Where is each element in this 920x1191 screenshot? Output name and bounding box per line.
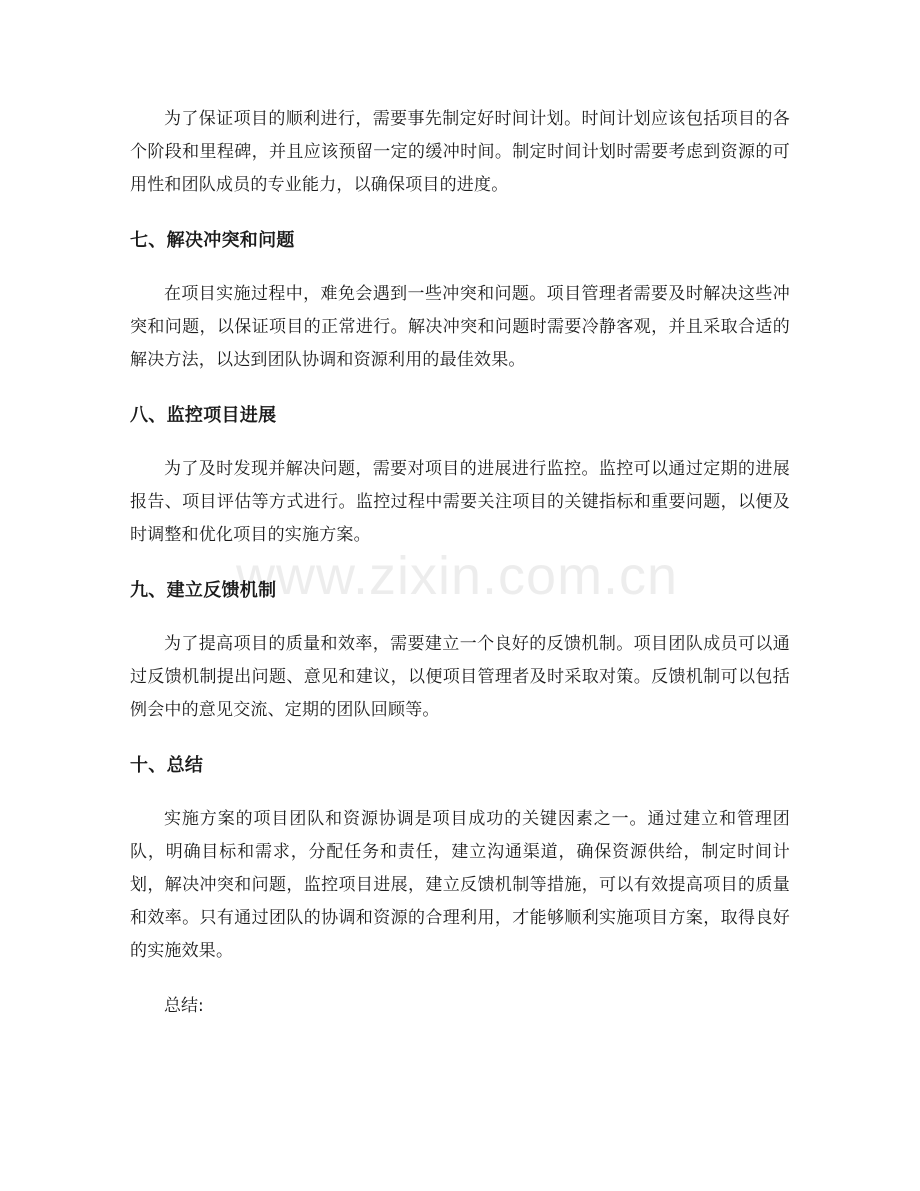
section-body-8: 为了及时发现并解决问题，需要对项目的进展进行监控。监控可以通过定期的进展报告、项目评估等方式进行。监控过程中需要关注项目的关键指标和重要问题，以便及时调整和优化项目的实施方案。 bbox=[130, 459, 790, 545]
section-heading-9: 九、建立反馈机制 bbox=[130, 580, 277, 601]
watermark-text: www.zixin.com.cn bbox=[236, 546, 679, 606]
section-body-10: 实施方案的项目团队和资源协调是项目成功的关键因素之一。通过建立和管理团队，明确目标和需求，分配任务和责任，建立沟通渠道，确保资源供给，制定时间计划，解决冲突和问题，监控项目进展，建立反馈机制等措施，可以有效提高项目的质量和效率。只有通过团队的协调和资源的合理利用，才能够顺利实施项目方案，取得良好的实施效果。 bbox=[130, 809, 790, 961]
section-body-9: 为了提高项目的质量和效率，需要建立一个良好的反馈机制。项目团队成员可以通过反馈机制提出问题、意见和建议，以便项目管理者及时采取对策。反馈机制可以包括例会中的意见交流、定期的团队回顾等。 bbox=[130, 634, 790, 720]
section-heading-8: 八、监控项目进展 bbox=[130, 405, 277, 426]
section-heading-7: 七、解决冲突和问题 bbox=[130, 230, 295, 251]
intro-paragraph: 为了保证项目的顺利进行，需要事先制定好时间计划。时间计划应该包括项目的各个阶段和里程碑，并且应该预留一定的缓冲时间。制定时间计划时需要考虑到资源的可用性和团队成员的专业能力，以确保项目的进度。 bbox=[130, 109, 790, 195]
closing-label: 总结: bbox=[164, 996, 204, 1016]
section-body-7: 在项目实施过程中，难免会遇到一些冲突和问题。项目管理者需要及时解决这些冲突和问题，以保证项目的正常进行。解决冲突和问题时需要冷静客观，并且采取合适的解决方法，以达到团队协调和资源利用的最佳效果。 bbox=[130, 284, 790, 370]
section-heading-10: 十、总结 bbox=[130, 755, 204, 776]
